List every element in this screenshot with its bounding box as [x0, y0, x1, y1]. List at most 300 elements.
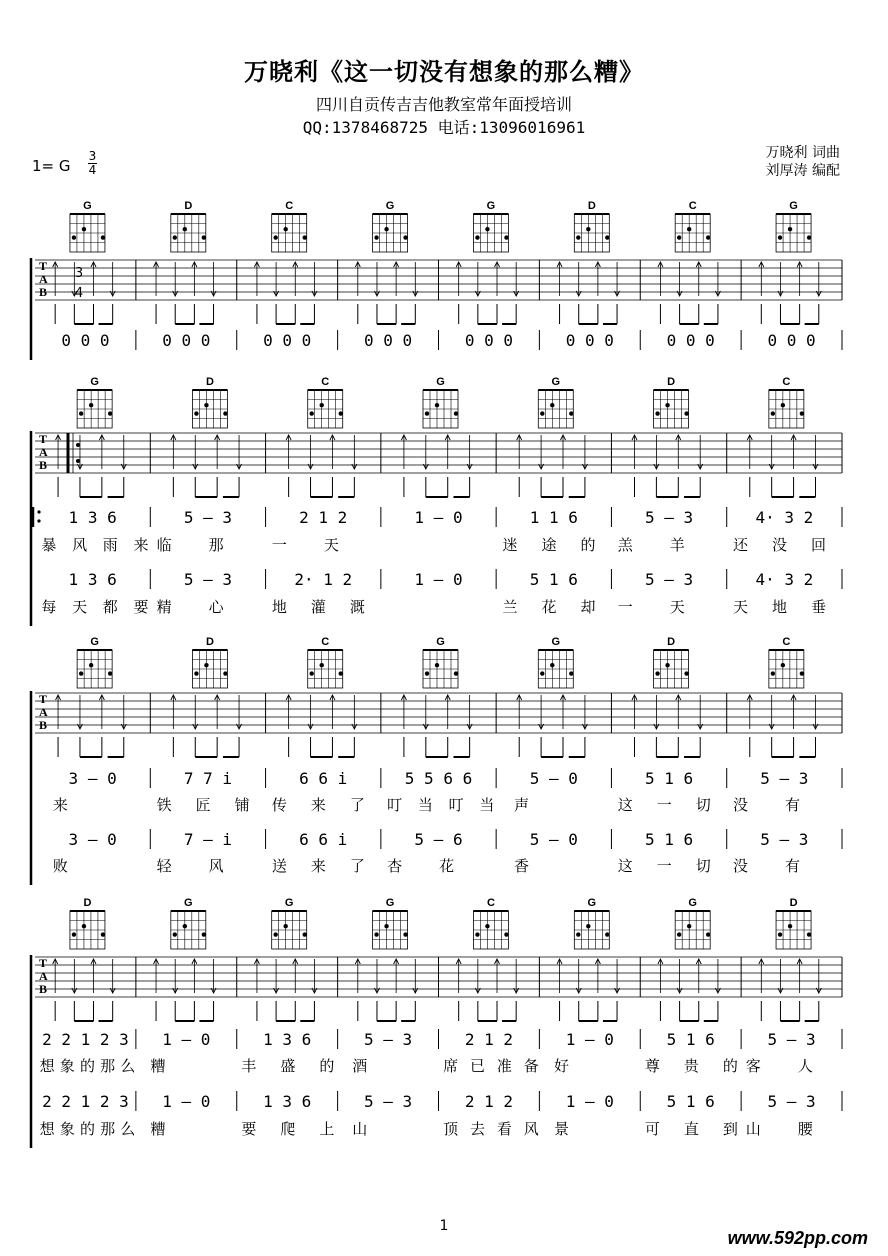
jianpu-measure: 5 1 6: [529, 570, 578, 589]
jianpu-measure: 5 1 6: [644, 769, 694, 788]
tab-time-top: 3: [74, 266, 84, 281]
lyric-char: 没: [733, 796, 749, 814]
chord-finger-dot: [302, 235, 306, 239]
lyric-char: 一: [656, 857, 672, 875]
lyric-char: 顶: [443, 1120, 459, 1138]
chord-finger-dot: [339, 671, 343, 675]
lyric-char: 准: [496, 1057, 512, 1075]
chord-finger-dot: [569, 411, 573, 415]
chord-finger-dot: [454, 411, 458, 415]
chord-name: C: [782, 636, 791, 648]
lyric-char: 酒: [352, 1057, 368, 1075]
lyric-char: 么: [120, 1120, 136, 1138]
chord-finger-dot: [576, 235, 580, 239]
chord-finger-dot: [655, 671, 659, 675]
repeat-dot: [76, 443, 80, 447]
chord-finger-dot: [778, 932, 782, 936]
lyric-char: 匠: [195, 796, 211, 814]
jianpu-measure: 6 6 i: [299, 830, 348, 849]
chord-finger-dot: [435, 663, 439, 667]
tab-clef-letter: A: [39, 969, 48, 983]
chord-finger-dot: [384, 924, 388, 928]
tab-clef-letter: T: [39, 432, 48, 446]
lyric-char: 爬: [280, 1120, 296, 1138]
lyric-char: 传: [271, 796, 287, 814]
lyric-char: 切: [695, 857, 711, 875]
chord-finger-dot: [605, 932, 609, 936]
lyric-char: 精: [156, 598, 172, 616]
chord-finger-dot: [807, 932, 811, 936]
lyric-char: 有: [785, 796, 801, 814]
chord-finger-dot: [550, 403, 554, 407]
lyric-char: 的: [79, 1120, 95, 1138]
lyric-char: 一: [656, 796, 672, 814]
jianpu-measure: 5 1 6: [666, 1092, 715, 1111]
lyric-char: 叮: [448, 796, 464, 814]
credit-lyrics: 万晓利 词曲: [765, 145, 840, 161]
chord-name: G: [385, 897, 395, 909]
lyric-char: 那: [208, 536, 224, 554]
chord-finger-dot: [384, 227, 388, 231]
jianpu-measure: 5 — 3: [363, 1092, 413, 1111]
lyric-char: 要: [133, 598, 149, 616]
chord-finger-dot: [403, 235, 407, 239]
chord-finger-dot: [788, 924, 792, 928]
jianpu-measure: 5 — 3: [183, 508, 233, 527]
chord-name: C: [321, 636, 330, 648]
chord-finger-dot: [204, 403, 208, 407]
lyric-char: 来: [133, 536, 149, 554]
lyric-char: 人: [797, 1057, 813, 1075]
chord-finger-dot: [665, 403, 669, 407]
jianpu-measure: 5 — 3: [760, 830, 809, 849]
jianpu-measure: 1 1 6: [529, 508, 578, 527]
key-signature: 1= G: [32, 157, 71, 175]
repeat-dot: [37, 519, 40, 522]
lyric-char: 那: [100, 1057, 116, 1075]
chord-finger-dot: [684, 411, 688, 415]
jianpu-measure: 5 5 6 6: [404, 769, 473, 788]
chord-finger-dot: [339, 411, 343, 415]
chord-finger-dot: [173, 235, 177, 239]
chord-finger-dot: [550, 663, 554, 667]
chord-finger-dot: [101, 932, 105, 936]
school-line: 四川自贡传吉吉他教室常年面授培训: [315, 95, 572, 114]
chord-finger-dot: [374, 932, 378, 936]
chord-finger-dot: [202, 932, 206, 936]
lyric-char: 想: [39, 1057, 55, 1075]
lyric-char: 当: [417, 796, 433, 814]
lyric-char: 有: [785, 857, 801, 875]
jianpu-measure: 5 — 0: [529, 830, 578, 849]
chord-name: D: [667, 636, 676, 648]
chord-finger-dot: [687, 924, 691, 928]
chord-name: C: [285, 200, 294, 212]
lyric-char: 天: [733, 598, 749, 616]
chord-finger-dot: [504, 932, 508, 936]
jianpu-measure: 1 3 6: [263, 1030, 312, 1049]
chord-finger-dot: [425, 671, 429, 675]
chord-finger-dot: [79, 671, 83, 675]
lyric-char: 都: [102, 598, 118, 616]
lyric-char: 兰: [502, 598, 518, 616]
jianpu-measure: 0 0 0: [464, 331, 514, 350]
chord-name: G: [184, 897, 193, 909]
chord-finger-dot: [183, 227, 187, 231]
lyric-char: 羊: [669, 536, 685, 554]
tab-clef-letter: A: [39, 445, 48, 459]
chord-name: D: [587, 200, 596, 212]
jianpu-measure: 0 0 0: [363, 331, 413, 350]
chord-finger-dot: [576, 932, 580, 936]
repeat-dot: [76, 459, 80, 463]
chord-finger-dot: [684, 671, 688, 675]
chord-name: G: [284, 897, 294, 909]
chord-name: G: [83, 200, 92, 212]
lyric-char: 可: [644, 1120, 660, 1138]
lyric-char: 杏: [387, 857, 403, 875]
jianpu-measure: 5 1 6: [666, 1030, 715, 1049]
chord-finger-dot: [101, 235, 105, 239]
chord-finger-dot: [706, 235, 710, 239]
tab-clef-letter: B: [39, 718, 48, 732]
chord-finger-dot: [374, 235, 378, 239]
lyric-char: 铺: [234, 796, 250, 814]
lyric-char: 天: [669, 598, 685, 616]
lyric-char: 席: [443, 1057, 459, 1075]
credit-arrange: 刘厚涛 编配: [765, 163, 840, 179]
lyric-char: 途: [541, 536, 557, 554]
lyric-char: 灌: [310, 598, 326, 616]
chord-finger-dot: [485, 227, 489, 231]
lyric-char: 丰: [241, 1057, 257, 1075]
jianpu-measure: 6 6 i: [299, 769, 348, 788]
lyric-char: 轻: [156, 857, 172, 875]
jianpu-measure: 1 — 0: [565, 1030, 614, 1049]
chord-finger-dot: [403, 932, 407, 936]
chord-finger-dot: [665, 663, 669, 667]
chord-finger-dot: [79, 411, 83, 415]
jianpu-measure: 2 1 2: [299, 508, 348, 527]
repeat-dot: [37, 510, 40, 513]
lyric-char: 了: [349, 857, 365, 875]
lyric-char: 花: [439, 857, 455, 875]
chord-name: C: [486, 897, 495, 909]
lyric-char: 天: [323, 536, 339, 554]
jianpu-measure: 5 — 3: [644, 508, 694, 527]
chord-name: G: [436, 636, 445, 648]
jianpu-measure: 1 — 0: [414, 508, 463, 527]
jianpu-measure: 1 — 0: [162, 1030, 211, 1049]
chord-finger-dot: [569, 671, 573, 675]
lyric-char: 要: [241, 1120, 257, 1138]
lyric-char: 切: [695, 796, 711, 814]
chord-finger-dot: [504, 235, 508, 239]
jianpu-measure: 5 — 3: [767, 1092, 816, 1111]
jianpu-measure: 5 — 6: [414, 830, 463, 849]
jianpu-measure: 5 — 3: [760, 769, 809, 788]
lyric-char: 临: [156, 536, 172, 554]
chord-finger-dot: [273, 235, 277, 239]
chord-name: D: [667, 376, 676, 388]
lyric-char: 备: [523, 1057, 539, 1075]
lyric-char: 声: [513, 796, 530, 814]
chord-finger-dot: [425, 411, 429, 415]
jianpu-measure: 5 — 3: [183, 570, 233, 589]
jianpu-measure: 1 — 0: [565, 1092, 614, 1111]
lyric-char: 来: [52, 796, 68, 814]
tab-clef-letter: T: [39, 692, 48, 706]
chord-finger-dot: [173, 932, 177, 936]
lyric-char: 香: [513, 857, 530, 875]
lyric-char: 叮: [387, 796, 403, 814]
lyric-char: 铁: [156, 796, 172, 814]
lyric-char: 尊: [644, 1057, 660, 1075]
lyric-char: 已: [469, 1057, 486, 1075]
jianpu-measure: 1 — 0: [414, 570, 463, 589]
chord-finger-dot: [89, 403, 93, 407]
chord-finger-dot: [586, 924, 590, 928]
tab-clef-letter: T: [39, 259, 48, 273]
lyric-char: 心: [208, 598, 224, 616]
chord-finger-dot: [204, 663, 208, 667]
contact-line: QQ:1378468725 电话:13096016961: [302, 118, 586, 137]
chord-name: G: [551, 636, 561, 648]
lyric-char: 了: [349, 796, 365, 814]
jianpu-measure: 1 3 6: [68, 570, 117, 589]
jianpu-measure: 7 — i: [183, 830, 233, 849]
lyric-char: 风: [208, 857, 224, 875]
lyric-char: 去: [469, 1120, 486, 1138]
time-signature-top: 3: [88, 149, 97, 163]
lyric-char: 当: [479, 796, 495, 814]
chord-finger-dot: [320, 403, 324, 407]
jianpu-measure: 0 0 0: [565, 331, 614, 350]
lyric-char: 的: [580, 536, 596, 554]
page-number: 1: [439, 1218, 449, 1234]
jianpu-measure: 2 2 1 2 3: [42, 1092, 129, 1111]
lyric-char: 腰: [797, 1120, 813, 1138]
lyric-char: 上: [319, 1120, 335, 1138]
chord-finger-dot: [677, 932, 681, 936]
jianpu-measure: 2 1 2: [464, 1030, 514, 1049]
lyric-char: 糟: [150, 1120, 166, 1138]
chord-finger-dot: [800, 671, 804, 675]
tab-clef-letter: A: [39, 705, 48, 719]
chord-name: D: [205, 376, 214, 388]
lyric-char: 一: [617, 598, 633, 616]
jianpu-measure: 2 1 2: [464, 1092, 514, 1111]
lyric-char: 来: [310, 857, 326, 875]
lyric-char: 风: [523, 1120, 539, 1138]
chord-finger-dot: [771, 411, 775, 415]
lyric-char: 贵: [683, 1057, 699, 1075]
chord-finger-dot: [485, 924, 489, 928]
chord-finger-dot: [540, 411, 544, 415]
lyric-char: 迷: [502, 536, 518, 554]
chord-finger-dot: [273, 932, 277, 936]
tab-time-bottom: 4: [74, 286, 84, 301]
chord-finger-dot: [778, 235, 782, 239]
chord-finger-dot: [706, 932, 710, 936]
jianpu-measure: 2· 1 2: [294, 570, 353, 589]
lyric-char: 没: [733, 857, 749, 875]
jianpu-measure: 0 0 0: [767, 331, 816, 350]
chord-name: G: [789, 200, 798, 212]
lyric-char: 败: [52, 857, 68, 875]
tab-clef-letter: B: [39, 285, 48, 299]
lyric-char: 一: [271, 536, 287, 554]
song-title: 万晓利《这一切没有想象的那么糟》: [244, 58, 644, 86]
jianpu-measure: 3 — 0: [68, 769, 117, 788]
chord-name: G: [688, 897, 697, 909]
lyric-char: 地: [271, 598, 287, 616]
chord-finger-dot: [82, 924, 86, 928]
chord-finger-dot: [194, 671, 198, 675]
lyric-char: 的: [722, 1057, 738, 1075]
lyric-char: 送: [271, 857, 287, 875]
time-signature-bottom: 4: [88, 163, 97, 177]
lyric-char: 山: [745, 1120, 761, 1138]
lyric-char: 暴: [41, 536, 57, 554]
chord-name: G: [90, 636, 99, 648]
chord-name: D: [789, 897, 798, 909]
chord-name: G: [385, 200, 395, 212]
chord-finger-dot: [475, 235, 479, 239]
chord-name: G: [486, 200, 496, 212]
jianpu-measure: 0 0 0: [61, 331, 110, 350]
lyric-char: 象: [59, 1057, 75, 1075]
lyric-char: 的: [319, 1057, 335, 1075]
lyric-char: 还: [733, 536, 749, 554]
chord-finger-dot: [687, 227, 691, 231]
lyric-char: 盛: [280, 1057, 296, 1075]
chord-finger-dot: [320, 663, 324, 667]
jianpu-measure: 5 1 6: [644, 830, 694, 849]
chord-name: C: [321, 376, 330, 388]
chord-finger-dot: [223, 671, 227, 675]
jianpu-measure: 5 — 3: [363, 1030, 413, 1049]
lyric-char: 象: [59, 1120, 75, 1138]
jianpu-measure: 0 0 0: [666, 331, 715, 350]
tab-clef-letter: B: [39, 982, 48, 996]
jianpu-measure: 1 3 6: [68, 508, 117, 527]
lyric-char: 糟: [150, 1057, 166, 1075]
chord-finger-dot: [310, 411, 314, 415]
chord-finger-dot: [540, 671, 544, 675]
chord-finger-dot: [655, 411, 659, 415]
chord-finger-dot: [807, 235, 811, 239]
lyric-char: 垂: [811, 598, 827, 616]
lyric-char: 每: [41, 598, 57, 616]
lyric-char: 这: [617, 796, 633, 814]
chord-finger-dot: [435, 403, 439, 407]
chord-finger-dot: [223, 411, 227, 415]
lyric-char: 天: [72, 598, 88, 616]
chord-name: G: [436, 376, 445, 388]
jianpu-measure: 5 — 3: [767, 1030, 816, 1049]
chord-finger-dot: [781, 663, 785, 667]
lyric-char: 么: [120, 1057, 136, 1075]
jianpu-measure: 4· 3 2: [755, 570, 814, 589]
lyric-char: 的: [79, 1057, 95, 1075]
chord-finger-dot: [283, 924, 287, 928]
chord-finger-dot: [89, 663, 93, 667]
chord-finger-dot: [202, 235, 206, 239]
lyric-char: 风: [72, 536, 88, 554]
watermark: www.592pp.com: [727, 1228, 868, 1248]
jianpu-measure: 3 — 0: [68, 830, 117, 849]
lyric-char: 回: [811, 536, 827, 554]
jianpu-measure: 0 0 0: [162, 331, 211, 350]
tab-clef-letter: T: [39, 956, 48, 970]
jianpu-measure: 5 — 3: [644, 570, 694, 589]
chord-finger-dot: [454, 671, 458, 675]
chord-finger-dot: [605, 235, 609, 239]
chord-name: G: [90, 376, 99, 388]
lyric-char: 景: [554, 1120, 570, 1138]
lyric-char: 想: [39, 1120, 55, 1138]
lyric-char: 花: [541, 598, 557, 616]
chord-finger-dot: [771, 671, 775, 675]
lyric-char: 雨: [102, 536, 118, 554]
chord-finger-dot: [72, 235, 76, 239]
chord-name: C: [782, 376, 791, 388]
jianpu-measure: 1 — 0: [162, 1092, 211, 1111]
chord-name: G: [551, 376, 561, 388]
chord-finger-dot: [194, 411, 198, 415]
lyric-char: 好: [554, 1057, 570, 1075]
jianpu-measure: 5 — 0: [529, 769, 578, 788]
lyric-char: 这: [617, 857, 633, 875]
tab-clef-letter: A: [39, 272, 48, 286]
chord-name: D: [83, 897, 92, 909]
lyric-char: 直: [683, 1120, 699, 1138]
chord-finger-dot: [800, 411, 804, 415]
lyric-char: 来: [310, 796, 326, 814]
chord-finger-dot: [302, 932, 306, 936]
tab-clef-letter: B: [39, 458, 48, 472]
jianpu-measure: 4· 3 2: [755, 508, 814, 527]
lyric-char: 到: [722, 1120, 738, 1138]
chord-name: C: [688, 200, 697, 212]
chord-finger-dot: [183, 924, 187, 928]
chord-finger-dot: [677, 235, 681, 239]
chord-name: D: [205, 636, 214, 648]
chord-finger-dot: [310, 671, 314, 675]
jianpu-measure: 1 3 6: [263, 1092, 312, 1111]
lyric-char: 客: [745, 1057, 761, 1075]
chord-finger-dot: [586, 227, 590, 231]
chord-finger-dot: [781, 403, 785, 407]
chord-finger-dot: [283, 227, 287, 231]
lyric-char: 地: [772, 598, 788, 616]
chord-finger-dot: [108, 411, 112, 415]
jianpu-measure: 2 2 1 2 3: [42, 1030, 129, 1049]
lyric-char: 那: [100, 1120, 116, 1138]
chord-finger-dot: [82, 227, 86, 231]
chord-finger-dot: [475, 932, 479, 936]
chord-name: D: [184, 200, 193, 212]
chord-finger-dot: [108, 671, 112, 675]
lyric-char: 山: [352, 1120, 368, 1138]
jianpu-measure: 7 7 i: [183, 769, 233, 788]
lyric-char: 溉: [349, 598, 365, 616]
lyric-char: 羔: [617, 536, 633, 554]
chord-finger-dot: [72, 932, 76, 936]
lyric-char: 没: [772, 536, 788, 554]
chord-name: G: [587, 897, 597, 909]
